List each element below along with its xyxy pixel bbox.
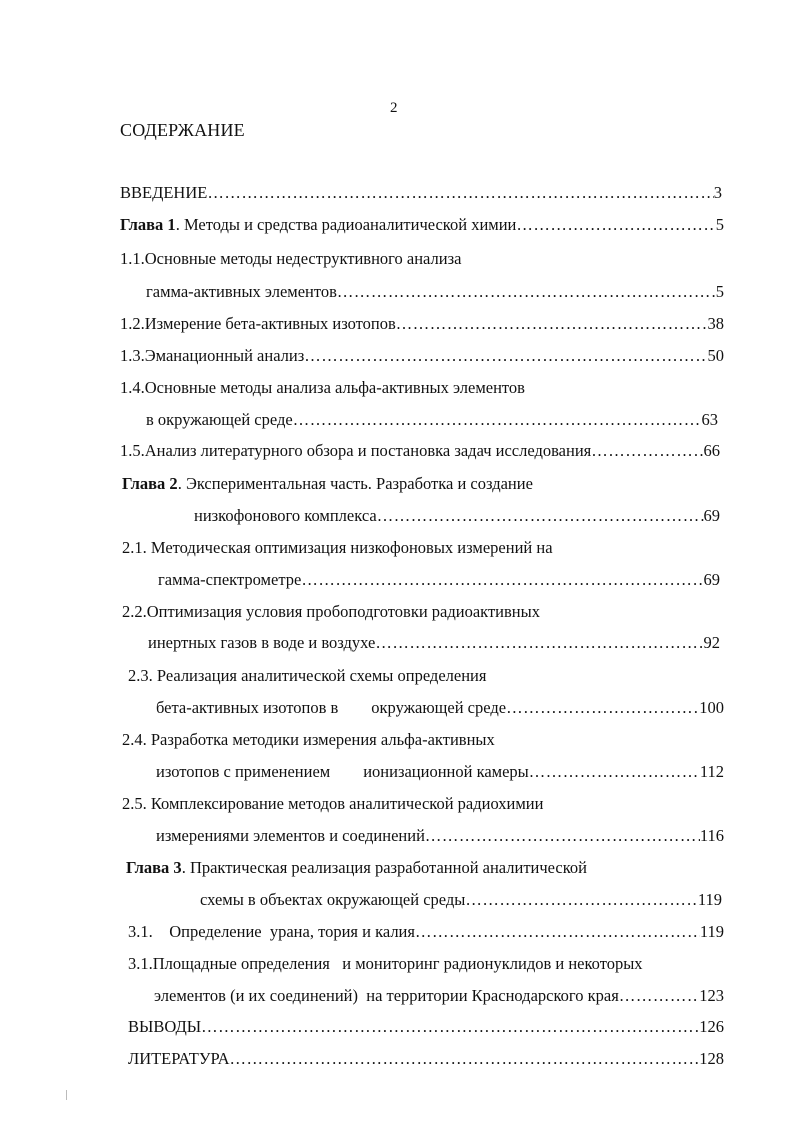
toc-leader-dots [337,281,716,303]
toc-leader-dots [293,409,702,431]
toc-entry-chapter-2-line1[interactable] [122,473,533,495]
toc-entry-2-3-line1[interactable]: 2.3. Реализация аналитической схемы определения [128,666,487,685]
toc-title: . Методы и средства радиоаналитической химии [175,215,517,234]
toc-title: элементов (и их соединений) на территории Краснодарского края [154,986,619,1005]
toc-leader-dots [415,921,700,943]
chapter-label: Глава 3 [126,858,182,877]
chapter-label: Глава 2 [122,474,178,493]
toc-entry-2-2[interactable] [148,632,720,654]
toc-leader-dots [425,825,700,847]
toc-entry-2-1-line1[interactable]: 2.1. Методическая оптимизация низкофоновых измерений на [122,538,553,557]
toc-entry-1-1-line1[interactable]: 1.1.Основные методы недеструктивного анализа [120,249,462,268]
toc-title: ЛИТЕРАТУРА [128,1049,230,1068]
toc-page: 128 [699,1049,724,1068]
toc-entry-chapter-2[interactable] [194,505,720,527]
toc-entry-3-2-line1[interactable] [128,953,728,975]
toc-entry-1-3[interactable] [120,345,724,367]
toc-leader-dots [516,214,715,236]
toc-leader-dots [396,313,708,335]
toc-title: . Экспериментальная часть. Разработка и создание [177,474,533,493]
toc-entry-2-4-line1[interactable]: 2.4. Разработка методики измерения альфа-активных [122,730,495,749]
toc-entry-chapter-1[interactable] [120,214,724,236]
toc-title: низкофонового комплекса [194,506,377,525]
toc-entry-1-2[interactable] [120,313,724,335]
toc-page: 116 [699,826,724,845]
toc-leader-dots [201,1016,699,1038]
toc-entry-2-3[interactable] [156,697,724,719]
toc-title: гамма-спектрометре [158,570,302,589]
toc-page: 50 [707,346,724,365]
page-number: 2 [390,100,398,116]
toc-page: 112 [699,762,724,781]
toc-title: схемы в объектах окружающей среды [200,890,466,909]
toc-title: 3.1.Площадные определения и мониторинг радионуклидов и некоторых [128,954,643,973]
toc-page: 119 [697,890,722,909]
toc-title: ВЫВОДЫ [128,1017,202,1036]
toc-leader-dots [230,1048,700,1070]
toc-leader-dots [619,985,699,1007]
toc-page: 3 [713,183,722,202]
toc-page: 69 [703,570,720,589]
toc-entry-1-5[interactable] [120,440,720,462]
toc-leader-dots [506,697,699,719]
toc-leader-dots [301,569,703,591]
toc-title: измерениями элементов и соединений [156,826,425,845]
toc-leader-dots [377,505,704,527]
toc-entry-intro[interactable] [120,182,722,204]
toc-page: 5 [715,282,724,301]
toc-entry-3-1[interactable] [128,921,724,943]
toc-entry-chapter-3[interactable] [200,889,722,911]
toc-title: ВВЕДЕНИЕ [120,183,208,202]
toc-page: 66 [703,441,720,460]
toc-title: инертных газов в воде и воздухе [148,633,376,652]
toc-title: 1.2.Измерение бета-активных изотопов [120,314,396,333]
toc-title: изотопов с применением ионизационной камеры [156,762,529,781]
toc-page: 38 [707,314,724,333]
toc-leader-dots [304,345,707,367]
toc-entry-2-1[interactable] [158,569,720,591]
toc-page: 100 [699,698,724,717]
toc-page: 69 [703,506,720,525]
toc-title: бета-активных изотопов в окружающей среде [156,698,507,717]
toc-page: 119 [699,922,724,941]
toc-title: 3.1. Определение урана, тория и калия [128,922,415,941]
toc-leader-dots [207,182,713,204]
toc-leader-dots [375,632,703,654]
toc-title: в окружающей среде [146,410,293,429]
toc-page: 92 [703,633,720,652]
toc-entry-2-4[interactable] [156,761,724,783]
toc-entry-2-2-line1[interactable]: 2.2.Оптимизация условия пробоподготовки радиоактивных [122,602,540,621]
toc-entry-1-1[interactable] [146,281,724,303]
toc-page: 126 [699,1017,724,1036]
toc-entry-chapter-3-line1[interactable] [126,857,587,879]
toc-entry-literature[interactable] [128,1048,724,1070]
toc-entry-2-5[interactable] [156,825,724,847]
toc-entry-3-2[interactable] [154,985,724,1007]
chapter-label: Глава 1 [120,215,176,234]
toc-title: 1.3.Эманационный анализ [120,346,305,365]
toc-title: . Практическая реализация разработанной аналитической [181,858,587,877]
toc-entry-conclusions[interactable] [128,1016,724,1038]
toc-title: 1.5.Анализ литературного обзора и постановка задач исследования [120,441,592,460]
toc-leader-dots [529,761,700,783]
toc-entry-1-4[interactable] [146,409,718,431]
toc-page: 123 [699,986,724,1005]
toc-leader-dots [591,440,703,462]
toc-page: 63 [701,410,718,429]
scan-mark [66,1090,67,1100]
toc-title: гамма-активных элементов [146,282,337,301]
toc-entry-2-5-line1[interactable]: 2.5. Комплексирование методов аналитической радиохимии [122,794,544,813]
toc-entry-1-4-line1[interactable]: 1.4.Основные методы анализа альфа-активных элементов [120,378,525,397]
toc-leader-dots [465,889,697,911]
page-title: СОДЕРЖАНИЕ [120,120,245,140]
toc-page: 5 [715,215,724,234]
